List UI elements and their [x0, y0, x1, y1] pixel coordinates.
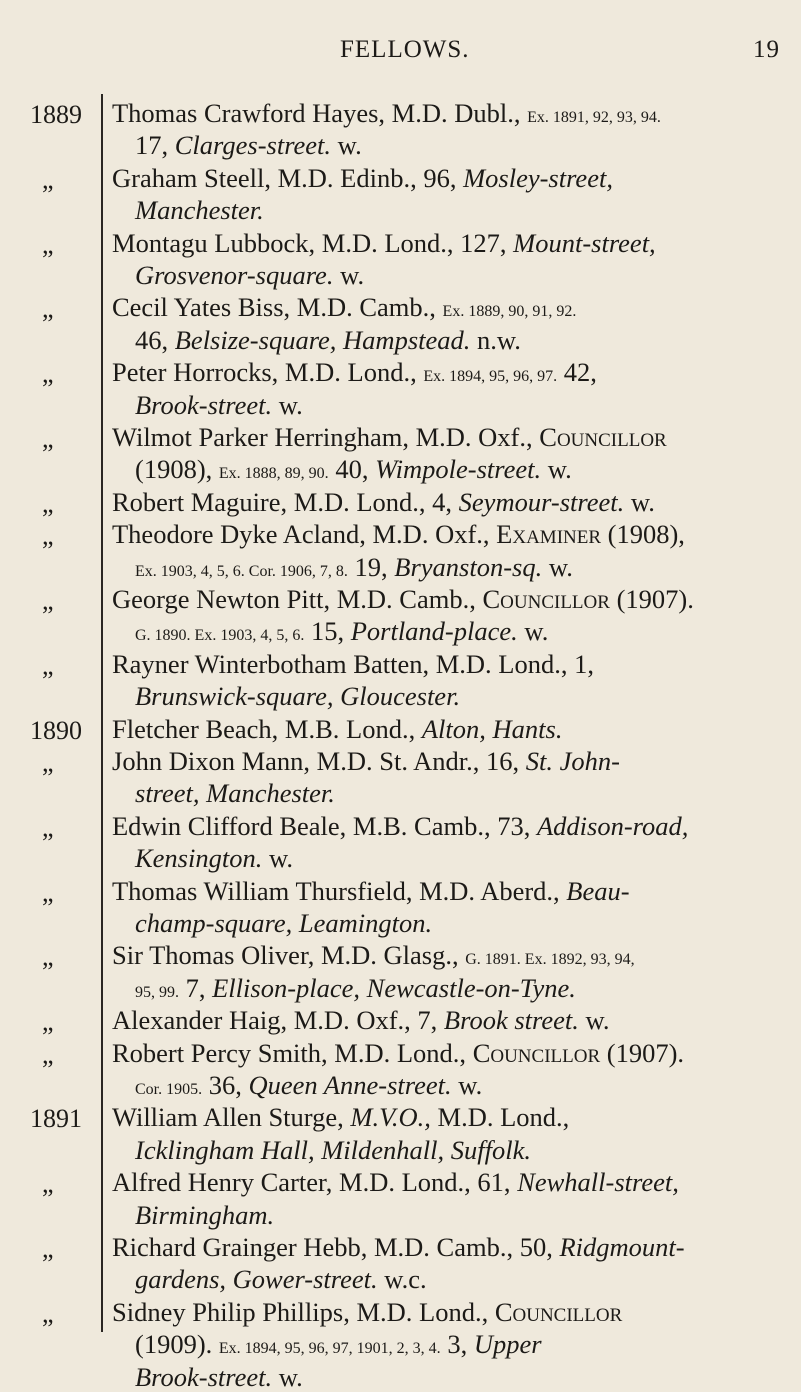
address-text: M.V.O.,: [350, 1102, 431, 1133]
address-text: Grosvenor-square.: [135, 260, 334, 290]
address-text: Queen Anne-street.: [248, 1070, 452, 1100]
entry-text: w.c.: [377, 1264, 427, 1295]
entry-text: Rayner Winterbotham Batten, M.D. Lond., 1,: [112, 648, 594, 679]
entry-text: 3,: [440, 1329, 474, 1360]
entry-line: [112, 359, 597, 386]
entry-text: n.w.: [470, 324, 521, 355]
running-header: FELLOWS.: [340, 36, 470, 63]
entry-text: Richard Grainger Hebb, M.D. Camb., 50,: [112, 1232, 560, 1262]
exam-record-text: G. 1890. Ex. 1903, 4, 5, 6.: [135, 627, 305, 645]
entry-year: „: [42, 1234, 54, 1263]
exam-record-text: G. 1891. Ex. 1892, 93, 94,: [465, 951, 635, 969]
entry-continuation-line: [135, 972, 576, 1003]
address-text: Alton, Hants.: [421, 713, 563, 744]
entry-line: [112, 486, 655, 517]
address-text: St. John-: [525, 746, 620, 776]
entry-continuation-line: [135, 1331, 542, 1358]
entry-continuation-line: [135, 780, 335, 807]
entry-text: Alfred Henry Carter, M.D. Lond., 61,: [112, 1167, 518, 1198]
office-title-text: Councillor: [472, 1037, 601, 1068]
entry-line: [112, 586, 694, 613]
entry-line: [112, 100, 661, 127]
address-text: Manchester.: [135, 195, 264, 226]
entry-text: Alexander Haig, M.D. Oxf., 7,: [112, 1005, 444, 1036]
address-text: Belsize-square, Hampstead.: [174, 324, 471, 355]
address-text: gardens, Gower-street.: [135, 1264, 378, 1295]
entry-text: 42,: [557, 357, 597, 388]
entry-continuation-line: [135, 618, 548, 645]
entry-line: [112, 942, 635, 969]
entry-continuation-line: [135, 683, 460, 710]
address-text: Clarges-street.: [174, 130, 332, 161]
entry-continuation-line: [135, 389, 303, 420]
entry-continuation-line: [135, 197, 264, 224]
entry-year: „: [42, 424, 54, 453]
office-title-text: Councillor: [482, 584, 610, 614]
entry-text: M.D. Lond.,: [430, 1102, 570, 1133]
entry-year: „: [42, 164, 54, 194]
entry-year: „: [42, 359, 54, 389]
entry-text: w.: [451, 1070, 483, 1100]
address-text: Mosley-street,: [463, 162, 613, 193]
address-text: Brunswick-square, Gloucester.: [135, 681, 461, 712]
address-text: Seymour-street.: [458, 486, 625, 517]
entry-line: [112, 1169, 679, 1196]
entry-text: Graham Steell, M.D. Edinb., 96,: [112, 162, 464, 193]
address-text: street, Manchester.: [135, 778, 335, 809]
entry-continuation-line: [135, 456, 572, 483]
entry-line: [112, 1296, 623, 1327]
entry-text: 19,: [347, 551, 395, 582]
entry-text: (1908),: [135, 454, 219, 485]
entry-text: w.: [542, 551, 573, 582]
address-text: Ellison-place, Newcastle-on-Tyne.: [212, 972, 576, 1003]
office-title-text: Councillor: [494, 1296, 623, 1327]
address-text: Birmingham.: [135, 1199, 275, 1230]
entry-line: [112, 424, 667, 451]
entry-line: [112, 713, 563, 744]
entry-text: Robert Percy Smith, M.D. Lond.,: [112, 1037, 473, 1068]
entry-text: w.: [331, 130, 362, 161]
entry-text: (1908),: [601, 519, 685, 550]
office-title-text: Councillor: [539, 422, 667, 452]
entry-text: Wilmot Parker Herringham, M.D. Oxf.,: [112, 422, 540, 452]
entry-line: [112, 227, 656, 258]
exam-record-text: Cor. 1905.: [135, 1081, 203, 1098]
entry-year: „: [42, 521, 54, 551]
entry-text: Cecil Yates Biss, M.D. Camb.,: [112, 292, 443, 323]
exam-record-text: Ex. 1894, 95, 96, 97.: [423, 368, 558, 386]
entry-year: „: [42, 586, 54, 615]
entry-text: 17,: [135, 130, 175, 161]
exam-record-text: Ex. 1889, 90, 91, 92.: [442, 303, 577, 321]
entry-line: [112, 1037, 685, 1068]
address-text: Mount-street,: [513, 227, 656, 258]
entry-continuation-line: [135, 551, 573, 582]
address-text: Newhall-street,: [517, 1167, 679, 1198]
entry-year: „: [42, 1007, 54, 1037]
entry-text: w.: [517, 616, 549, 647]
entry-text: John Dixon Mann, M.D. St. Andr., 16,: [112, 746, 526, 776]
entry-line: [112, 294, 576, 321]
address-text: Upper: [473, 1329, 542, 1360]
entry-line: [112, 875, 630, 906]
entry-text: George Newton Pitt, M.D. Camb.,: [112, 584, 483, 614]
entry-continuation-line: [135, 132, 362, 159]
entry-continuation-line: [135, 845, 293, 872]
entry-line: [112, 1007, 610, 1034]
entry-text: (1907).: [600, 1037, 685, 1068]
entry-text: Edwin Clifford Beale, M.B. Camb., 73,: [112, 810, 537, 841]
entry-text: w.: [272, 389, 303, 420]
entry-text: w.: [333, 260, 365, 290]
entry-text: William Allen Sturge,: [112, 1102, 351, 1133]
address-text: Addison-road,: [536, 810, 689, 841]
entry-line: [112, 521, 685, 548]
entry-year: „: [42, 1039, 54, 1069]
entry-year: „: [42, 294, 54, 324]
address-text: Wimpole-street.: [375, 454, 542, 485]
exam-record-text: Ex. 1888, 89, 90.: [218, 465, 329, 483]
entry-continuation-line: [135, 262, 364, 289]
entry-text: Robert Maguire, M.D. Lond., 4,: [112, 486, 459, 517]
entry-year: „: [42, 1298, 54, 1328]
exam-record-text: Ex. 1903, 4, 5, 6. Cor. 1906, 7, 8.: [135, 562, 348, 580]
address-text: Beau-: [566, 875, 630, 906]
entry-continuation-line: [135, 324, 521, 355]
office-title-text: Examiner: [496, 519, 602, 550]
entry-year: 1890: [30, 715, 82, 745]
entry-text: 36,: [202, 1070, 249, 1100]
address-text: Bryanston-sq.: [394, 551, 543, 582]
entry-text: 46,: [135, 324, 175, 355]
entry-line: [112, 810, 689, 841]
address-text: Brook-street.: [135, 389, 273, 420]
address-text: Kensington.: [135, 843, 263, 874]
entry-text: Sidney Philip Phillips, M.D. Lond.,: [112, 1296, 495, 1327]
entry-text: Sir Thomas Oliver, M.D. Glasg.,: [112, 940, 466, 971]
entry-line: [112, 648, 594, 679]
entry-text: (1907).: [609, 584, 694, 614]
entry-year: „: [42, 229, 54, 259]
entry-continuation-line: [135, 1199, 275, 1230]
exam-record-text: 95, 99.: [135, 983, 179, 1001]
address-text: Icklingham Hall, Mildenhall, Suffolk.: [135, 1134, 531, 1165]
entry-continuation-line: [135, 1266, 427, 1293]
entry-year: „: [42, 812, 54, 842]
address-text: Portland-place.: [350, 616, 518, 647]
entry-text: w.: [624, 486, 655, 517]
entry-text: 15,: [304, 616, 351, 647]
entry-continuation-line: [135, 1072, 482, 1099]
entry-year: „: [42, 1169, 54, 1199]
address-text: Ridgmount-: [559, 1232, 685, 1262]
entry-line: [112, 162, 613, 193]
entry-text: Peter Horrocks, M.D. Lond.,: [112, 357, 424, 388]
entry-text: w.: [262, 843, 294, 874]
entry-text: 40,: [328, 454, 376, 485]
address-text: Brook-street.: [135, 1361, 273, 1392]
entry-line: [112, 1104, 569, 1131]
entry-continuation-line: [135, 1134, 531, 1165]
exam-record-text: Ex. 1891, 92, 93, 94.: [527, 109, 661, 126]
entry-year: „: [42, 488, 54, 518]
entry-year: „: [42, 942, 54, 972]
column-divider: [101, 94, 103, 1332]
address-text: Brook street.: [443, 1005, 579, 1036]
entry-year: „: [42, 877, 54, 907]
entry-year: „: [42, 650, 54, 680]
entry-year: „: [42, 748, 54, 777]
entry-year: 1891: [30, 1104, 82, 1134]
exam-record-text: Ex. 1894, 95, 96, 97, 1901, 2, 3, 4.: [218, 1340, 441, 1358]
entry-text: w.: [578, 1005, 610, 1036]
entry-text: Montagu Lubbock, M.D. Lond., 127,: [112, 227, 514, 258]
entry-text: Thomas Crawford Hayes, M.D. Dubl.,: [112, 98, 528, 128]
entry-year: 1889: [30, 100, 82, 129]
entry-text: Thomas William Thursfield, M.D. Aberd.,: [112, 875, 567, 906]
entry-text: w.: [272, 1361, 303, 1392]
address-text: champ-square, Leamington.: [135, 908, 433, 938]
entry-text: Theodore Dyke Acland, M.D. Oxf.,: [112, 519, 497, 550]
entry-text: (1909).: [135, 1329, 219, 1360]
entry-text: 7,: [179, 972, 213, 1003]
entry-line: [112, 748, 620, 775]
entry-text: w.: [541, 454, 572, 485]
entry-continuation-line: [135, 910, 432, 937]
page-number: 19: [753, 36, 780, 63]
entry-text: Fletcher Beach, M.B. Lond.,: [112, 713, 422, 744]
entry-line: [112, 1234, 685, 1261]
